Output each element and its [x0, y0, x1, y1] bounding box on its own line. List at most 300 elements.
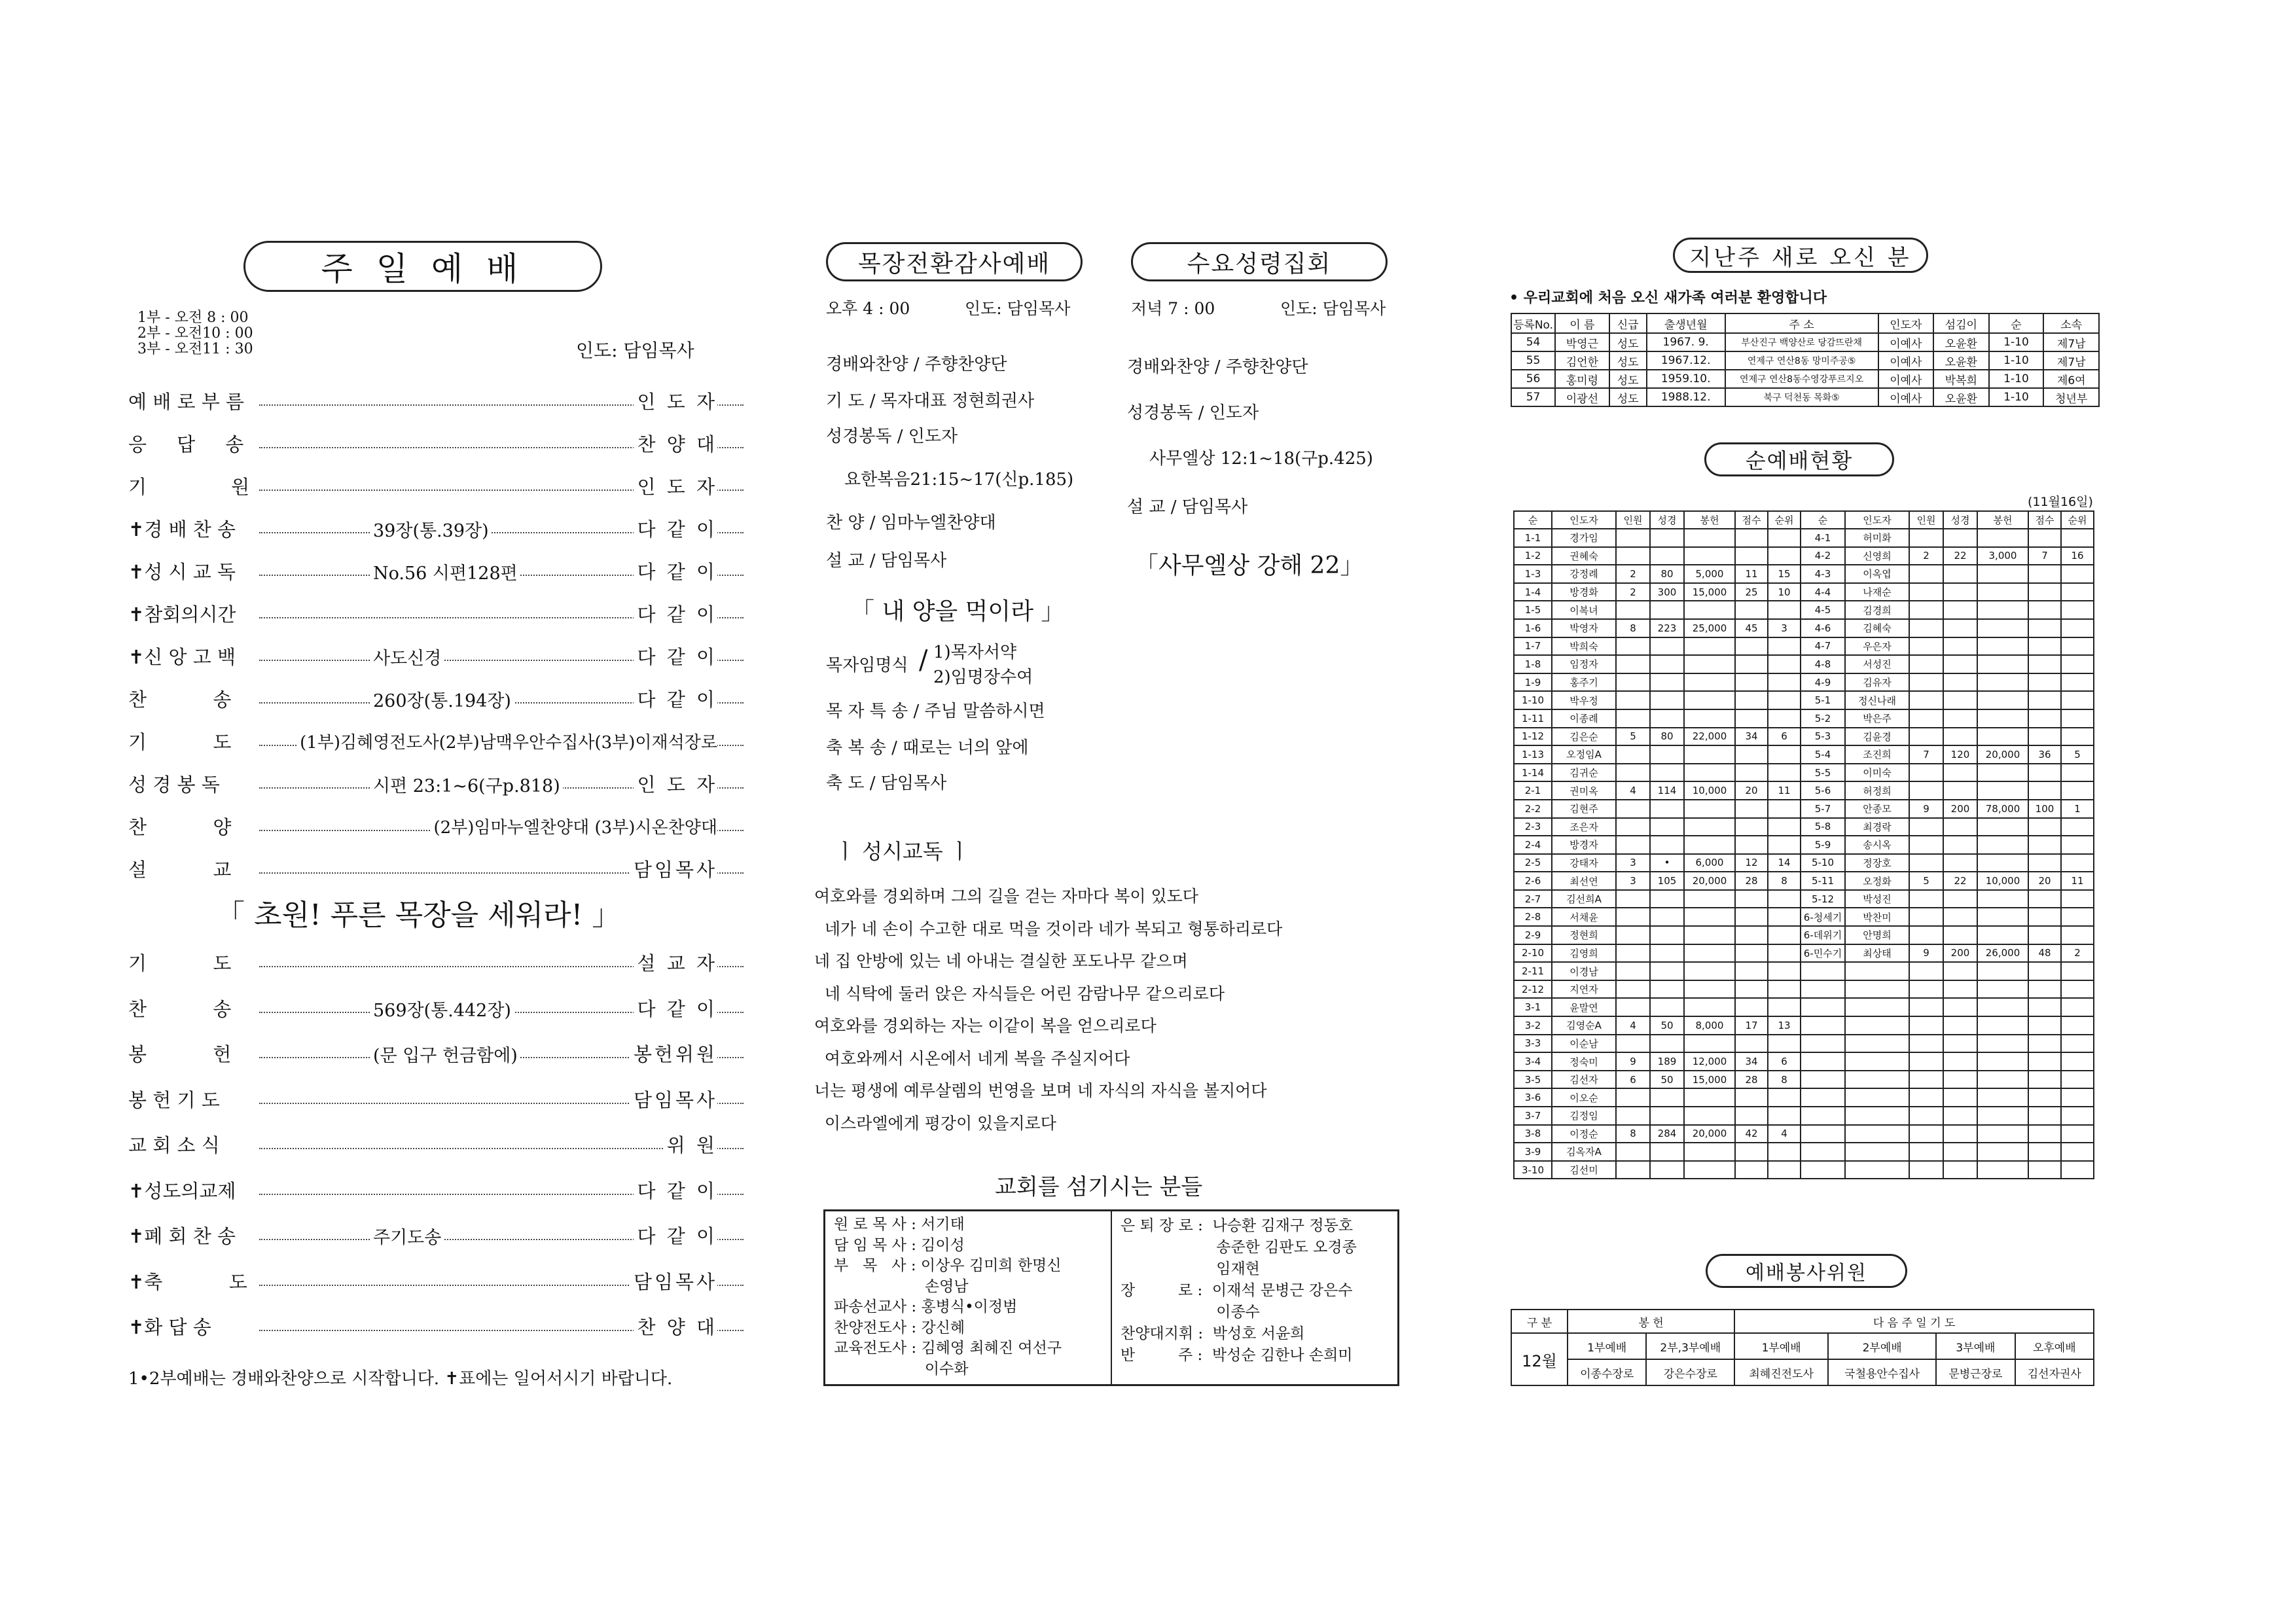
cell-value	[1801, 980, 1845, 999]
cell-value: 나재순	[1845, 583, 1909, 601]
pastoral-item-2: 기 도 / 목자대표 정현희권사	[826, 391, 1035, 411]
cell-value	[2028, 1107, 2061, 1125]
cell-value	[1684, 637, 1735, 656]
order-label: ✝성도의교제	[128, 1179, 236, 1202]
order-row	[128, 813, 717, 842]
cell-value	[1650, 818, 1684, 836]
order-label: ✝화 답 송	[128, 1316, 211, 1338]
cell-value	[1684, 908, 1735, 926]
cell-value	[1909, 565, 1943, 583]
service-title	[1706, 1254, 1907, 1288]
cell-title-text: 순예배현황	[1745, 448, 1854, 473]
cell-value	[1735, 962, 1768, 980]
cell-value	[1768, 764, 1801, 782]
cell-value	[1909, 709, 1943, 728]
cell-value	[1650, 836, 1684, 854]
cell-value	[2061, 908, 2094, 926]
cell-value	[1768, 818, 1801, 836]
cell-value: 5-5	[1801, 764, 1845, 782]
service-table	[1511, 1309, 2094, 1386]
cell-value	[1909, 781, 1943, 800]
cell-value	[1735, 637, 1768, 656]
cell-value: 4-7	[1801, 637, 1845, 656]
order-row	[128, 1268, 717, 1296]
cell-value: 1-9	[1514, 673, 1552, 692]
order-label: 봉 헌	[128, 1043, 232, 1065]
cell-value: 박우정	[1552, 691, 1616, 709]
cell-value: 우은자	[1845, 637, 1909, 656]
order-middle: 260장(통.194장)	[370, 687, 514, 712]
order-middle: 시편 23:1~6(구p.818)	[370, 772, 563, 797]
wednesday-scripture: 사무엘상 12:1~18(구p.425)	[1149, 449, 1373, 469]
cell-value: 300	[1650, 583, 1684, 601]
service-sub-4: 2부예배	[1828, 1333, 1936, 1359]
cell-value: 223	[1650, 619, 1684, 637]
cell-value	[1768, 673, 1801, 692]
cell-value	[1943, 619, 1977, 637]
cell-value: 정숙미	[1552, 1052, 1616, 1071]
cell-value	[1650, 547, 1684, 565]
cell-value: 김선미	[1552, 1161, 1616, 1179]
cell-value: •	[1650, 854, 1684, 872]
cell-value: 김영희	[1552, 944, 1616, 963]
cell-value	[1768, 980, 1801, 999]
cell-value	[1650, 637, 1684, 656]
cell-value: 이미숙	[1845, 764, 1909, 782]
cell-value: 이옥엽	[1845, 565, 1909, 583]
cell-value	[1768, 709, 1801, 728]
cell-row	[1514, 1035, 2094, 1053]
cell-value	[1650, 673, 1684, 692]
cell-value: 10	[1768, 583, 1801, 601]
newcomers-cell: 55	[1511, 351, 1555, 370]
order-row	[128, 770, 717, 799]
cell-value: 박영자	[1552, 619, 1616, 637]
cell-value: 1	[2061, 800, 2094, 818]
cell-row	[1514, 962, 2094, 980]
cell-value: 최상태	[1845, 944, 1909, 963]
order-row	[128, 387, 717, 416]
cell-value	[1845, 1143, 1909, 1161]
cell-value	[1943, 854, 1977, 872]
service-sub-2: 2부,3부예배	[1646, 1333, 1734, 1359]
cell-value: 1-13	[1514, 745, 1552, 764]
cell-value: 4-1	[1801, 529, 1845, 547]
cell-value	[1616, 655, 1650, 673]
cell-value	[1909, 1125, 1943, 1143]
cell-value: 3-8	[1514, 1125, 1552, 1143]
cell-value: 5,000	[1684, 565, 1735, 583]
cell-value	[1977, 998, 2028, 1016]
service-h-gubun: 구 분	[1511, 1310, 1568, 1333]
cell-value: 8	[1616, 1125, 1650, 1143]
service-h-next: 다 음 주 일 기 도	[1734, 1310, 2094, 1333]
order-label: 예 배 로 부 름	[128, 391, 244, 413]
pastoral-title	[826, 242, 1083, 281]
cell-value	[1735, 1161, 1768, 1179]
cell-value	[1650, 655, 1684, 673]
order-label: ✝참회의시간	[128, 603, 236, 626]
cell-value: 1-14	[1514, 764, 1552, 782]
cell-header-cell: 봉헌	[1977, 511, 2028, 529]
cell-value	[1650, 1161, 1684, 1179]
cell-value	[1768, 655, 1801, 673]
order-row	[128, 1086, 717, 1115]
cell-value: 서성진	[1845, 655, 1909, 673]
staff-left-line: 담 임 목 사 : 김이성	[834, 1236, 965, 1254]
cell-value: 김윤경	[1845, 728, 1909, 746]
cell-value: 김혜숙	[1845, 619, 1909, 637]
newcomers-header-cell: 순	[1989, 313, 2044, 333]
order-row	[128, 949, 717, 978]
cell-value: 이오순	[1552, 1088, 1616, 1107]
cell-value: 25,000	[1684, 619, 1735, 637]
cell-value	[1735, 944, 1768, 963]
newcomers-header-cell: 주 소	[1725, 313, 1878, 333]
cell-value	[2028, 673, 2061, 692]
cell-value	[1616, 764, 1650, 782]
cell-value: 200	[1943, 944, 1977, 963]
cell-value	[1768, 1143, 1801, 1161]
cell-value	[1650, 709, 1684, 728]
responsive-line: 이스라엘에게 평강이 있을지로다	[814, 1113, 1056, 1133]
responsive-line: 여호와를 경외하는 자는 이같이 복을 얻으리로다	[814, 1016, 1157, 1035]
newcomers-cell: 1-10	[1989, 333, 2044, 351]
service-sub-3: 1부예배	[1734, 1333, 1828, 1359]
cell-row	[1514, 745, 2094, 764]
order-label: 찬 송	[128, 997, 232, 1020]
cell-value: 3-7	[1514, 1107, 1552, 1125]
cell-value	[1909, 1088, 1943, 1107]
cell-value: 284	[1650, 1125, 1684, 1143]
cell-value	[2061, 926, 2094, 944]
cell-value	[1977, 583, 2028, 601]
cell-value	[1845, 1016, 1909, 1035]
newcomers-cell: 1-10	[1989, 370, 2044, 388]
newcomers-cell: 57	[1511, 388, 1555, 406]
pastoral-item-6: 목 자 특 송 / 주님 말씀하시면	[826, 702, 1045, 721]
cell-value	[1909, 854, 1943, 872]
cell-value	[1650, 601, 1684, 619]
cell-value	[1768, 944, 1801, 963]
cell-value	[2028, 1161, 2061, 1179]
cell-value	[1768, 962, 1801, 980]
cell-value	[1768, 1088, 1801, 1107]
cell-value	[1977, 619, 2028, 637]
order-label: ✝경 배 찬 송	[128, 518, 236, 541]
cell-value	[1616, 745, 1650, 764]
cell-header-cell: 순위	[1768, 511, 1801, 529]
cell-value	[1684, 890, 1735, 908]
cell-value	[2061, 691, 2094, 709]
cell-title	[1704, 442, 1894, 476]
cell-row	[1514, 908, 2094, 926]
cell-value	[1845, 1071, 1909, 1089]
service-val-5: 문병근장로	[1936, 1359, 2015, 1385]
cell-value	[1650, 800, 1684, 818]
cell-value	[2028, 565, 2061, 583]
cell-value	[1650, 926, 1684, 944]
service-val-2: 강은수장로	[1646, 1359, 1734, 1385]
cell-value	[1650, 1035, 1684, 1053]
cell-value: 4-9	[1801, 673, 1845, 692]
newcomers-cell: 청년부	[2043, 388, 2099, 406]
newcomers-cell: 이예사	[1878, 370, 1933, 388]
cell-value: 2-1	[1514, 781, 1552, 800]
order-right: 인 도 자	[634, 387, 717, 414]
cell-value	[1943, 1161, 1977, 1179]
cell-value: 13	[1768, 1016, 1801, 1035]
cell-value: 6-청세기	[1801, 908, 1845, 926]
newcomers-title	[1673, 238, 1928, 273]
cell-value	[1943, 691, 1977, 709]
order-label: 기 원	[128, 476, 250, 498]
order-right: 담임목사	[630, 855, 717, 882]
cell-value: 200	[1943, 800, 1977, 818]
cell-value	[2061, 565, 2094, 583]
cell-value	[1735, 601, 1768, 619]
cell-value	[1943, 565, 1977, 583]
cell-value	[1943, 728, 1977, 746]
cell-value	[2028, 691, 2061, 709]
cell-value: 정장호	[1845, 854, 1909, 872]
cell-value	[1684, 529, 1735, 547]
cell-value: 5-11	[1801, 872, 1845, 890]
cell-value	[1768, 1161, 1801, 1179]
order-row	[128, 995, 717, 1024]
cell-value	[1845, 1107, 1909, 1125]
cell-value	[1735, 1035, 1768, 1053]
cell-value: 2	[1909, 547, 1943, 565]
cell-value	[1845, 980, 1909, 999]
cell-value	[2028, 583, 2061, 601]
cell-value: 박찬미	[1845, 908, 1909, 926]
time-2: 2부 - 오전10 : 00	[137, 325, 253, 342]
cell-value	[1735, 908, 1768, 926]
cell-value	[1977, 908, 2028, 926]
cell-row	[1514, 529, 2094, 547]
cell-value: 8	[1768, 872, 1801, 890]
cell-value: 114	[1650, 781, 1684, 800]
cell-value: 2-8	[1514, 908, 1552, 926]
cell-value	[2061, 1088, 2094, 1107]
cell-value: 최선연	[1552, 872, 1616, 890]
cell-value	[1909, 673, 1943, 692]
cell-header-cell: 인도자	[1552, 511, 1616, 529]
cell-value	[2028, 637, 2061, 656]
cell-value	[1801, 1161, 1845, 1179]
cell-value: 방경자	[1552, 836, 1616, 854]
cell-value: 6	[1616, 1071, 1650, 1089]
staff-title: 교회를 섬기시는 분들	[995, 1174, 1203, 1200]
cell-value	[1684, 709, 1735, 728]
cell-value	[2061, 1035, 2094, 1053]
cell-value	[1768, 691, 1801, 709]
cell-row	[1514, 764, 2094, 782]
cell-value	[1735, 980, 1768, 999]
cell-header-cell: 성경	[1650, 511, 1684, 529]
cell-value: 허정희	[1845, 781, 1909, 800]
newcomers-table	[1511, 313, 2100, 407]
cell-value: 권혜숙	[1552, 547, 1616, 565]
cell-value: 80	[1650, 565, 1684, 583]
order-label: 교 회 소 식	[128, 1134, 220, 1156]
cell-value	[1650, 745, 1684, 764]
cell-value	[1909, 836, 1943, 854]
cell-value	[1684, 1088, 1735, 1107]
newcomers-row	[1511, 333, 2099, 351]
cell-value	[1943, 818, 1977, 836]
pastoral-item-7: 축 복 송 / 때로는 너의 앞에	[826, 738, 1029, 758]
cell-value	[2061, 655, 2094, 673]
cell-date: (11월16일)	[2028, 495, 2093, 509]
newcomers-cell: 오윤환	[1933, 388, 1988, 406]
cell-value	[2028, 980, 2061, 999]
cell-value: 5-4	[1801, 745, 1845, 764]
cell-value	[1684, 962, 1735, 980]
newcomers-cell: 제6여	[2043, 370, 2099, 388]
pastoral-title-text: 목장전환감사예배	[857, 250, 1051, 277]
cell-value	[1801, 1071, 1845, 1089]
cell-value	[1616, 637, 1650, 656]
cell-value	[2061, 601, 2094, 619]
cell-value	[2061, 836, 2094, 854]
cell-value: 26,000	[1977, 944, 2028, 963]
cell-header-cell: 봉헌	[1684, 511, 1735, 529]
cell-value	[1845, 1088, 1909, 1107]
cell-value: 서채윤	[1552, 908, 1616, 926]
cell-value	[2028, 926, 2061, 944]
newcomers-cell: 제7남	[2043, 333, 2099, 351]
staff-left-line: 부 목 사 : 이상우 김미희 한명신	[834, 1257, 1062, 1274]
cell-value: 정현희	[1552, 926, 1616, 944]
cell-value	[2028, 836, 2061, 854]
cell-value: 김영순A	[1552, 1016, 1616, 1035]
newcomers-cell: 연제구 연산8동수영강푸르지오	[1725, 370, 1878, 388]
cell-value	[1684, 1107, 1735, 1125]
cell-value	[1768, 1035, 1801, 1053]
cell-value	[1735, 800, 1768, 818]
cell-value	[1977, 1107, 2028, 1125]
cell-row	[1514, 583, 2094, 601]
cell-value: 189	[1650, 1052, 1684, 1071]
cell-value	[2061, 781, 2094, 800]
cell-value	[1909, 728, 1943, 746]
cell-value: 6-민수기	[1801, 944, 1845, 963]
cell-value	[1977, 1088, 2028, 1107]
cell-value: 5-7	[1801, 800, 1845, 818]
wednesday-sermon-title: 「사무엘상 강해 22」	[1135, 552, 1364, 579]
cell-row	[1514, 728, 2094, 746]
cell-value	[1684, 1035, 1735, 1053]
responsive-line: 너는 평생에 예루살렘의 번영을 보며 네 자식의 자식을 볼지어다	[814, 1081, 1267, 1100]
sunday-leader: 인도: 담임목사	[576, 340, 694, 361]
cell-value: 22	[1943, 872, 1977, 890]
newcomers-row	[1511, 351, 2099, 370]
cell-value	[1684, 547, 1735, 565]
cell-value: 오정화	[1845, 872, 1909, 890]
cell-header-cell: 인원	[1909, 511, 1943, 529]
cell-value: 12,000	[1684, 1052, 1735, 1071]
staff-right-line: 반 주 : 박성순 김한나 손희미	[1121, 1347, 1353, 1364]
cell-value	[1943, 980, 1977, 999]
cell-value: 송시옥	[1845, 836, 1909, 854]
cell-value	[2061, 764, 2094, 782]
cell-value: 이종례	[1552, 709, 1616, 728]
cell-value	[2061, 980, 2094, 999]
cell-value: 7	[1909, 745, 1943, 764]
cell-value	[2061, 854, 2094, 872]
newcomers-welcome: • 우리교회에 처음 오신 새가족 여러분 환영합니다	[1509, 290, 1827, 306]
order-label: 설 교	[128, 859, 232, 881]
cell-value: 안명희	[1845, 926, 1909, 944]
sunday-sermon-title: 「 초원! 푸른 목장을 세워라! 」	[216, 899, 621, 932]
cell-value	[1650, 908, 1684, 926]
order-row	[128, 430, 717, 459]
cell-value	[2028, 1071, 2061, 1089]
newcomers-header-cell: 신급	[1609, 313, 1647, 333]
cell-value: 김은순	[1552, 728, 1616, 746]
cell-value: 20	[2028, 872, 2061, 890]
cell-value	[1616, 962, 1650, 980]
cell-value	[1943, 890, 1977, 908]
cell-value	[1650, 1088, 1684, 1107]
cell-value	[1768, 637, 1801, 656]
cell-value	[1845, 962, 1909, 980]
cell-value	[1909, 691, 1943, 709]
cell-value	[1977, 1052, 2028, 1071]
cell-value	[2061, 998, 2094, 1016]
cell-value	[1616, 673, 1650, 692]
cell-value	[1684, 1161, 1735, 1179]
cell-row	[1514, 601, 2094, 619]
cell-value	[1909, 529, 1943, 547]
cell-value	[1943, 962, 1977, 980]
service-sub-5: 3부예배	[1936, 1333, 2015, 1359]
order-right: 찬 양 대	[634, 1313, 717, 1340]
cell-value: 3	[1616, 872, 1650, 890]
cell-value: 3-4	[1514, 1052, 1552, 1071]
cell-value: 4	[1616, 1016, 1650, 1035]
newcomers-cell: 성도	[1609, 388, 1647, 406]
order-right: 인 도 자	[634, 473, 717, 499]
order-right: 설 교 자	[634, 949, 717, 976]
cell-value	[1650, 944, 1684, 963]
order-row	[128, 515, 717, 544]
cell-value	[1977, 890, 2028, 908]
cell-value: 6	[1768, 1052, 1801, 1071]
cell-header-cell: 순	[1801, 511, 1845, 529]
cell-value	[2028, 1016, 2061, 1035]
cell-value	[1650, 691, 1684, 709]
responsive-line: 네 식탁에 둘러 앉은 자식들은 어린 감람나무 같으리로다	[814, 984, 1225, 1003]
cell-value	[1977, 565, 2028, 583]
cell-value	[1909, 926, 1943, 944]
order-label: 기 도	[128, 731, 232, 753]
cell-value	[1909, 1143, 1943, 1161]
cell-header-cell: 인도자	[1845, 511, 1909, 529]
newcomers-cell: 홍미령	[1555, 370, 1609, 388]
cell-value: 1-10	[1514, 691, 1552, 709]
service-times	[137, 310, 253, 357]
cell-value: 5	[2061, 745, 2094, 764]
newcomers-cell: 박영근	[1555, 333, 1609, 351]
cell-value	[1977, 926, 2028, 944]
cell-value	[1909, 890, 1943, 908]
service-val-3: 최혜진전도사	[1734, 1359, 1828, 1385]
cell-row	[1514, 1107, 2094, 1125]
cell-value	[1943, 529, 1977, 547]
